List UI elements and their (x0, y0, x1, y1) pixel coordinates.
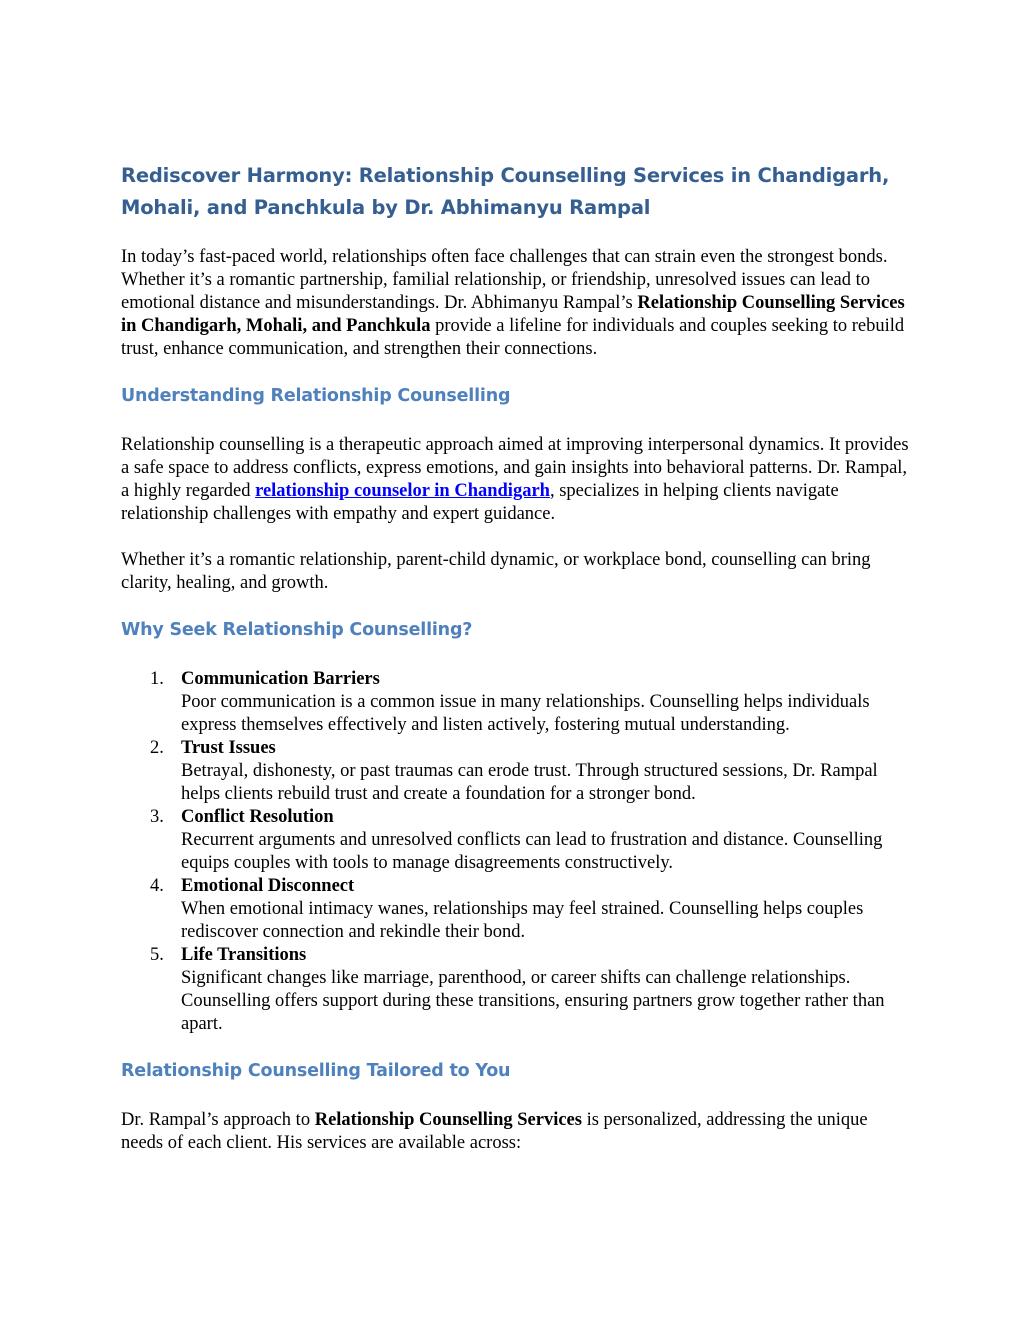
list-item-number: 2. (150, 738, 164, 758)
tailored-text-end: is personalized, addressing the unique needs of each client. His services are available across: (121, 1110, 868, 1153)
list-item (121, 875, 911, 944)
document-page (121, 160, 911, 1178)
list-item-title: Emotional Disconnect (181, 876, 355, 896)
tailored-bold-services: Relationship Counselling Services (314, 1110, 582, 1130)
list-item-number: 5. (150, 945, 164, 965)
page-title: Rediscover Harmony: Relationship Counselling Services in Chandigarh, Mohali, and Panchkula by Dr. Abhimanyu Rampal (121, 164, 890, 219)
list-item (121, 806, 911, 875)
understanding-paragraph-1 (121, 434, 911, 526)
list-item-text: When emotional intimacy wanes, relationships may feel strained. Counselling helps couples rediscover connection and rekindle their bond. (181, 899, 864, 942)
list-item-title: Trust Issues (181, 738, 276, 758)
list-item-number: 1. (150, 669, 164, 689)
list-item-text: Poor communication is a common issue in many relationships. Counselling helps individuals express themselves effectively and listen actively, fostering mutual understanding. (181, 692, 870, 735)
list-item-number: 4. (150, 876, 164, 896)
intro-text-end: provide a lifeline for individuals and couples seeking to rebuild trust, enhance communication, and strengthen their connections. (121, 316, 905, 359)
list-item-title: Communication Barriers (181, 669, 380, 689)
tailored-text: Dr. Rampal’s approach to (121, 1110, 315, 1130)
heading-tailored: Relationship Counselling Tailored to You (121, 1061, 511, 1081)
relationship-counselor-link[interactable]: relationship counselor in Chandigarh (255, 481, 550, 501)
understanding-text-end: , specializes in helping clients navigate relationship challenges with empathy and expert guidance. (121, 481, 839, 524)
list-item (121, 668, 911, 737)
heading-understanding: Understanding Relationship Counselling (121, 386, 511, 406)
list-item (121, 944, 911, 1036)
list-item-text: Recurrent arguments and unresolved conflicts can lead to frustration and distance. Counselling equips couples with tools to manage disagreements constructively. (181, 830, 883, 873)
heading-why-seek: Why Seek Relationship Counselling? (121, 620, 473, 640)
reasons-list (121, 668, 911, 1036)
list-item (121, 737, 911, 806)
intro-paragraph (121, 246, 911, 361)
list-item-title: Life Transitions (181, 945, 307, 965)
understanding-paragraph-2: Whether it’s a romantic relationship, parent-child dynamic, or workplace bond, counselling can bring clarity, healing, and growth. (121, 550, 871, 593)
tailored-paragraph (121, 1109, 911, 1155)
intro-bold-services: Relationship Counselling Services in Chandigarh, Mohali, and Panchkula (121, 293, 905, 336)
list-item-text: Significant changes like marriage, parenthood, or career shifts can challenge relationships. Counselling offers support during these transitions, ensuring partners grow together rather than apart. (181, 968, 885, 1034)
understanding-text: Relationship counselling is a therapeutic approach aimed at improving interpersonal dynamics. It provides a safe space to address conflicts, express emotions, and gain insights into behavioral patterns. Dr. Rampal, a highly regarded (121, 435, 909, 501)
intro-text: In today’s fast-paced world, relationships often face challenges that can strain even the strongest bonds. Whether it’s a romantic partnership, familial relationship, or friendship, unresolved issues can lead to emotional distance and misunderstandings. Dr. Abhimanyu Rampal’s (121, 247, 888, 313)
list-item-text: Betrayal, dishonesty, or past traumas can erode trust. Through structured sessions, Dr. Rampal helps clients rebuild trust and create a foundation for a stronger bond. (181, 761, 878, 804)
list-item-title: Conflict Resolution (181, 807, 334, 827)
list-item-number: 3. (150, 807, 164, 827)
